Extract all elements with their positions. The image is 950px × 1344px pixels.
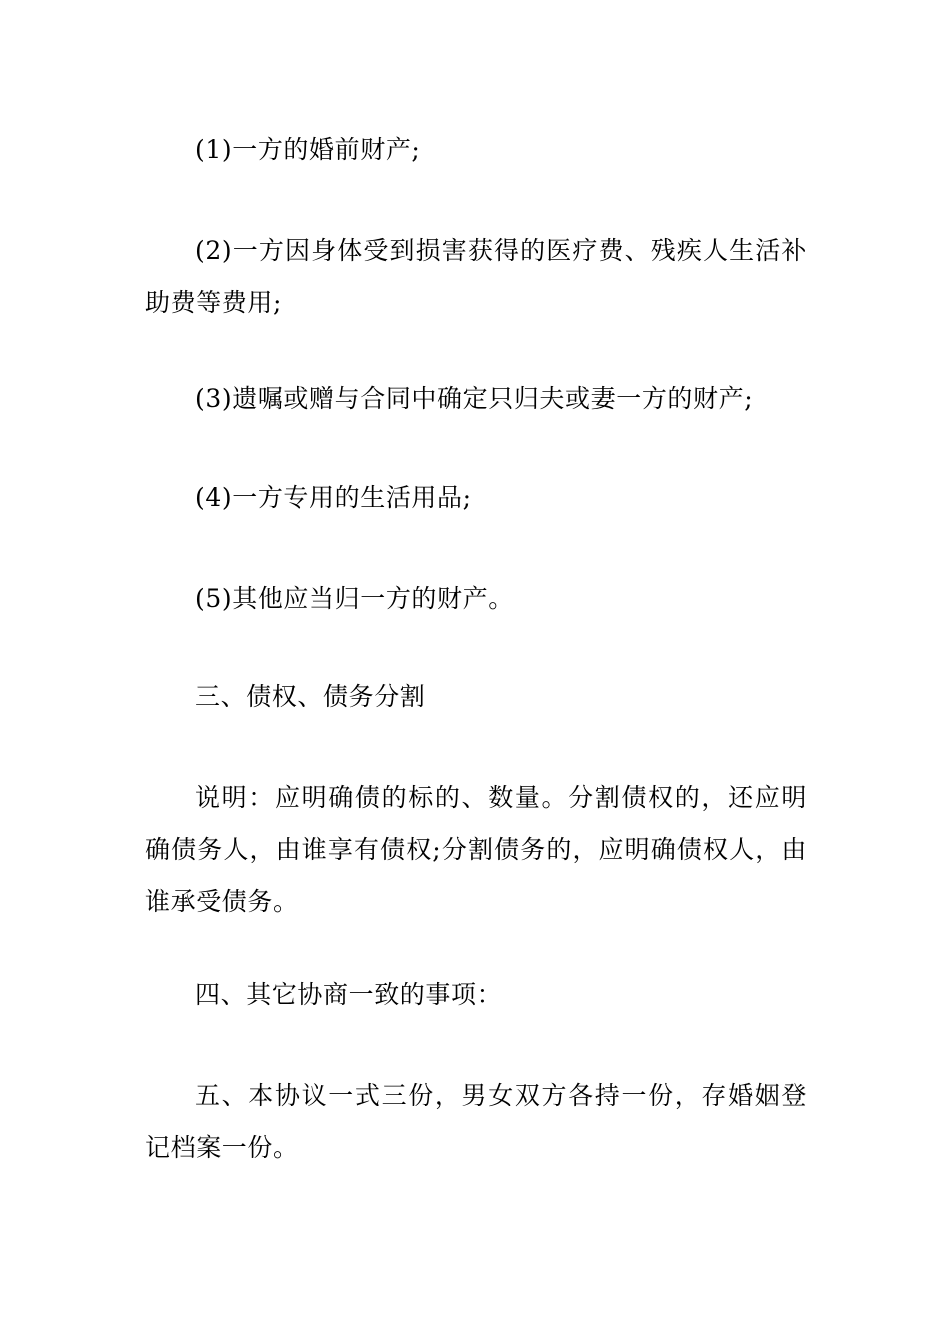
section-heading-debts: 三、债权、债务分割 (195, 682, 426, 711)
paragraph-item-1: (1)一方的婚前财产; (195, 135, 421, 164)
paragraph-item-5: (5)其他应当归一方的财产。 (195, 584, 514, 613)
section-heading-other-matters: 四、其它协商一致的事项： (195, 980, 503, 1009)
explanation-paragraph: 说明：应明确债的标的、数量。分割债权的，还应明确债务人，由谁享有债权;分割债务的，应明确债权人，由谁承受债务。 (145, 783, 807, 916)
paragraph-item-2: (2)一方因身体受到损害获得的医疗费、残疾人生活补助费等费用; (145, 236, 807, 317)
paragraph-item-3: (3)遗嘱或赠与合同中确定只归夫或妻一方的财产; (195, 384, 754, 413)
copies-paragraph: 五、本协议一式三份，男女双方各持一份，存婚姻登记档案一份。 (145, 1081, 807, 1162)
paragraph-item-4: (4)一方专用的生活用品; (195, 483, 472, 512)
